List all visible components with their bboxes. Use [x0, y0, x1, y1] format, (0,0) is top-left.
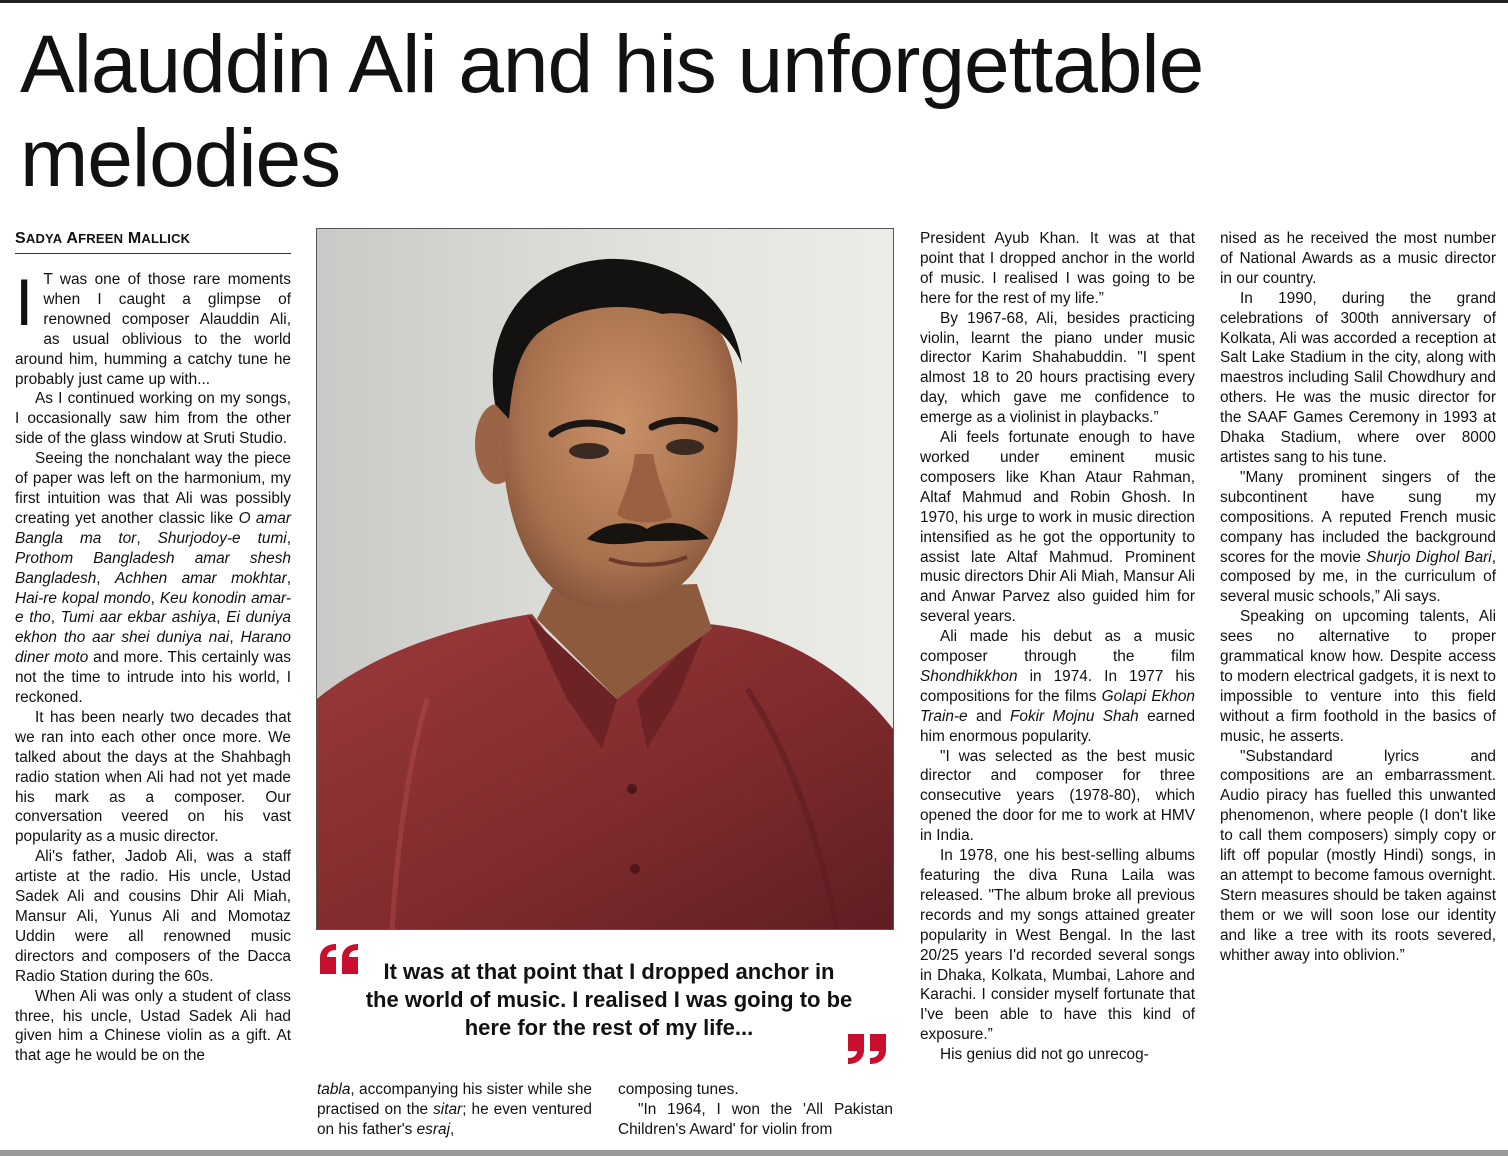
pull-quote: It was at that point that I dropped anchor in the world of music. I realised I was going to be here for the rest of my life...	[365, 959, 853, 1040]
open-quote-icon	[316, 944, 362, 978]
paragraph: It has been nearly two decades that we ran into each other once more. We talked about the days at the Shahbagh radio station when Ali had not yet made his mark as a composer. Our conversation veered on his vast popularity as a music director.	[15, 708, 291, 846]
close-quote-icon	[844, 1034, 890, 1068]
paragraph: nised as he received the most number of National Awards as a music director in our country.	[1220, 230, 1496, 287]
headline: Alauddin Ali and his unforgettable melodies	[20, 19, 1204, 204]
paragraph: Ali's father, Jadob Ali, was a staff artiste at the radio. His uncle, Ustad Sadek Ali and cousins Dhir Ali Miah, Mansur Ali, Yunus Ali and Momotaz Uddin were all renowned music directors and composers of the Dacca Radio Station during the 60s.	[15, 848, 291, 985]
paragraph: tabla, accompanying his sister while she practised on the sitar; he even ventured on his father's esraj,	[317, 1081, 592, 1138]
paragraph: In 1990, during the grand celebrations of 300th anniversary of Kolkata, Ali was accorded a reception at Salt Lake Stadium in the city, along with maestros including Salil Chowdhury and others. He was the music director for the SAAF Games Ceremony in 1993 at Dhaka Stadium, where over 8000 artistes sang to his tune.	[1220, 289, 1496, 466]
paragraph: By 1967-68, Ali, besides practicing violin, learnt the piano under music director Karim Shahabuddin. "I spent almost 18 to 20 hours practising every day, which gave me confidence to emerge as a violinist in playbacks.”	[920, 309, 1195, 427]
paragraph: President Ayub Khan. It was at that point that I dropped anchor in the world of music. I realised I was going to be here for the rest of my life.”	[920, 230, 1195, 307]
portrait-illustration	[317, 229, 893, 929]
drop-cap: I	[15, 265, 34, 339]
paragraph: Ali made his debut as a music composer through the film Shondhikkhon in 1974. In 1977 his compositions for the films Golapi Ekhon Train-e and Fokir Mojnu Shah earned him enormous popularity.	[920, 628, 1195, 745]
article-column-4	[1220, 229, 1496, 966]
paragraph: Ali feels fortunate enough to have worked under eminent music composers like Khan Ataur Rahman, Altaf Mahmud and Robin Ghosh. In 1970, his urge to work in music direction intensified as he got the opportunity to assist late Altaf Mahmud. Prominent music directors Dhir Ali Miah, Mansur Ali and Anwar Parvez also guided him for several years.	[920, 429, 1195, 626]
bottom-rule	[0, 1150, 1508, 1156]
article-column-1	[15, 265, 291, 1066]
portrait-photo	[316, 228, 894, 930]
article-column-3	[920, 229, 1195, 1065]
paragraph: "I was selected as the best music director and composer for three consecutive years (1978-80), which opened the door for me to work at HMV in India.	[920, 747, 1195, 845]
article-column-2a	[317, 1080, 592, 1140]
paragraph: When Ali was only a student of class three, his uncle, Ustad Sadek Ali had given him a Chinese violin as a gift. At that age he would be on the	[15, 987, 291, 1065]
paragraph: "In 1964, I won the 'All Pakistan Children's Award' for violin from	[618, 1100, 893, 1138]
byline: SADYA AFREEN MALLICK	[15, 230, 291, 254]
paragraph: "Substandard lyrics and compositions are an embarrassment. Audio piracy has fuelled this unwanted phenomenon, where people (I don't like to call them composers) simply copy or lift off popular (mostly Hindi) songs, in an attempt to become famous overnight. Stern measures should be taken against them or we will soon lose our identity and like a tree with its roots severed, whither away into oblivion.”	[1220, 747, 1496, 964]
article-column-2b	[618, 1080, 893, 1140]
paragraph: I T was one of those rare moments when I caught a glimpse of renowned composer Alauddin Ali, as usual oblivious to the world around him, humming a catchy tune he probably just came up with...	[15, 265, 291, 388]
top-rule	[0, 0, 1508, 3]
paragraph: His genius did not go unrecog-	[940, 1046, 1149, 1064]
paragraph: composing tunes.	[618, 1081, 739, 1098]
paragraph: As I continued working on my songs, I occasionally saw him from the other side of the glass window at Sruti Studio.	[15, 390, 291, 448]
pull-quote-box	[316, 942, 894, 1067]
paragraph: Seeing the nonchalant way the piece of paper was left on the harmonium, my first intuition was that Ali was possibly creating yet another classic like O amar Bangla ma tor, Shurjodoy-e tumi, Prothom Bangladesh amar shesh Bangladesh, Achhen amar mokhtar, Hai-re kopal mondo, Keu konodin amar-e tho, Tumi aar ekbar ashiya, Ei duniya ekhon tho aar shei duniya nai, Harano diner moto and more. This certainly was not the time to intrude into his world, I reckoned.	[15, 450, 291, 707]
paragraph: In 1978, one his best-selling albums featuring the diva Runa Laila was released. "The album broke all previous records and my songs attained greater popularity in West Bengal. In the last 20/25 years I'd recorded several songs in Dhaka, Kolkata, Mumbai, Lahore and Karachi. I consider myself fortunate that I've been able to have this kind of exposure.”	[920, 847, 1195, 1044]
paragraph: "Many prominent singers of the subcontinent have sung my compositions. A reputed French music company has included the background scores for the movie Shurjo Dighol Bari, composed by me, in the curriculum of several music schools,” Ali says.	[1220, 468, 1496, 606]
paragraph: Speaking on upcoming talents, Ali sees no alternative to proper grammatical know how. Despite access to modern electrical gadgets, it is next to impossible to venture into this field without a firm foothold in the basics of music, he asserts.	[1220, 608, 1496, 745]
